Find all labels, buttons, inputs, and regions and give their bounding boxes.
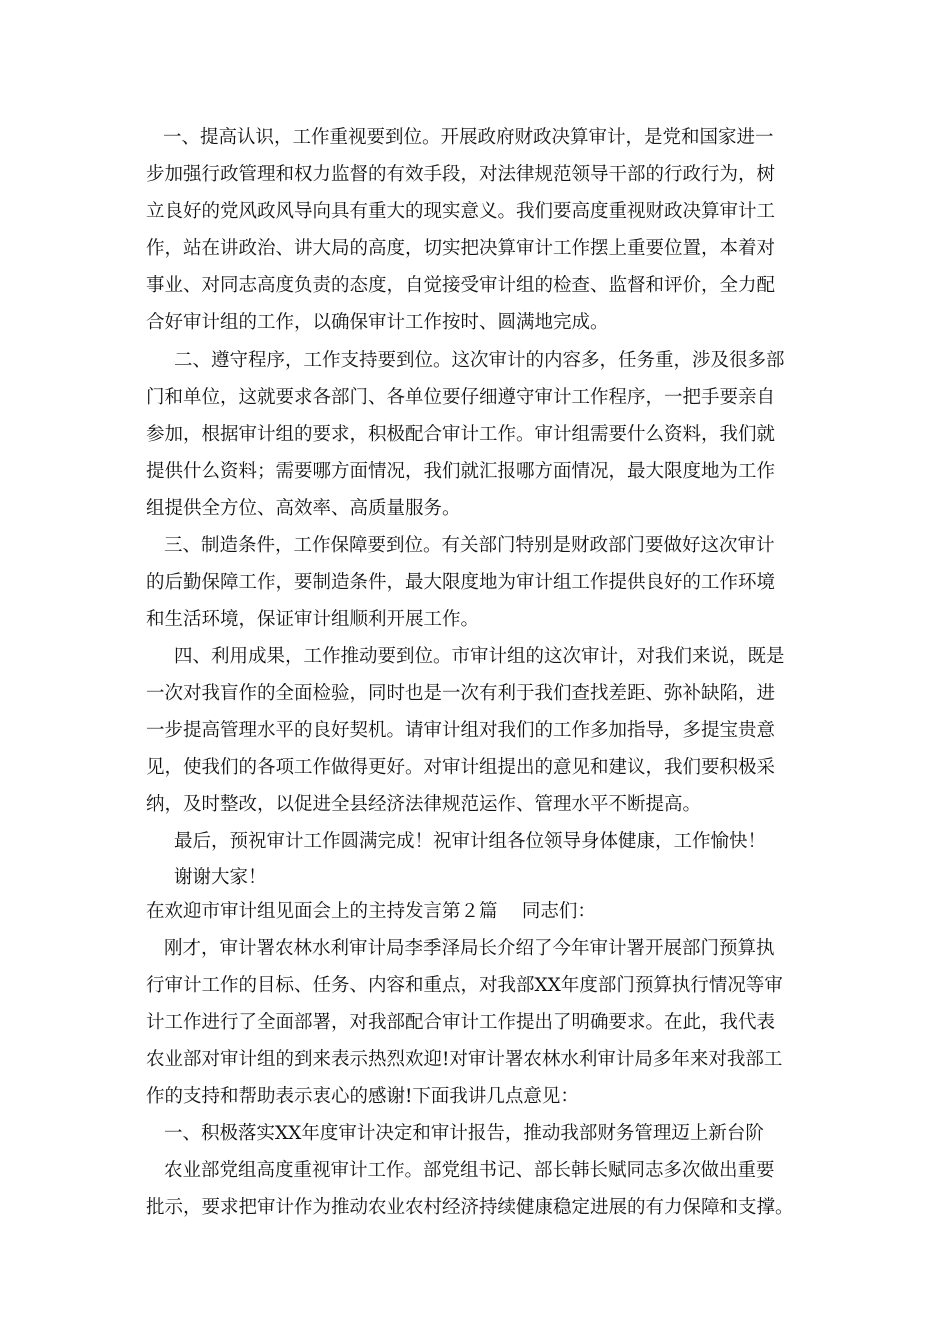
text-line: 门和单位，这就要求各部门、各单位要仔细遵守审计工作程序，一把手要亲自 xyxy=(146,387,776,408)
text-line: 组提供全方位、高效率、高质量服务。 xyxy=(146,498,461,519)
text-line: 三、制造条件，工作保障要到位。有关部门特别是财政部门要做好这次审计 xyxy=(164,535,775,556)
text-line: 谢谢大家！ xyxy=(174,867,267,888)
text-line: 纳，及时整改，以促进全县经济法律规范运作、管理水平不断提高。 xyxy=(146,794,702,815)
text-line: 提供什么资料；需要哪方面情况，我们就汇报哪方面情况，最大限度地为工作 xyxy=(146,461,776,482)
text-line: 立良好的党风政风导向具有重大的现实意义。我们要高度重视财政决算审计工 xyxy=(146,201,776,222)
text-line: 一次对我盲作的全面检验，同时也是一次有利于我们查找差距、弥补缺陷，进 xyxy=(146,683,776,704)
text-line: 农业部对审计组的到来表示热烈欢迎!对审计署农林水利审计局多年来对我部工 xyxy=(146,1049,783,1070)
text-line: 作，站在讲政治、讲大局的高度，切实把决算审计工作摆上重要位置，本着对 xyxy=(146,238,776,259)
text-line: 一步提高管理水平的良好契机。请审计组对我们的工作多加指导，多提宝贵意 xyxy=(146,720,776,741)
text-line: 行审计工作的目标、任务、内容和重点，对我部XX年度部门预算执行情况等审 xyxy=(146,975,783,996)
text-line: 最后，预祝审计工作圆满完成！祝审计组各位领导身体健康，工作愉快！ xyxy=(174,831,767,852)
text-line: 和生活环境，保证审计组顺利开展工作。 xyxy=(146,609,480,630)
text-line: 批示，要求把审计作为推动农业农村经济持续健康稳定进展的有力保障和支撑。 xyxy=(146,1197,794,1218)
text-line: 一、积极落实XX年度审计决定和审计报告，推动我部财务管理迈上新台阶 xyxy=(164,1123,764,1144)
text-line: 合好审计组的工作，以确保审计工作按时、圆满地完成。 xyxy=(146,312,609,333)
text-line: 计工作进行了全面部署，对我部配合审计工作提出了明确要求。在此，我代表 xyxy=(146,1012,776,1033)
text-line: 二、遵守程序，工作支持要到位。这次审计的内容多，任务重，涉及很多部 xyxy=(174,350,785,371)
text-line: 事业、对同志高度负责的态度，自觉接受审计组的检查、监督和评价，全力配 xyxy=(146,275,776,296)
text-line: 刚才，审计署农林水利审计局李季泽局长介绍了今年审计署开展部门预算执 xyxy=(164,938,775,959)
text-line: 步加强行政管理和权力监督的有效手段，对法律规范领导干部的行政行为，树 xyxy=(146,164,776,185)
text-line: 一、提高认识，工作重视要到位。开展政府财政决算审计，是党和国家进一 xyxy=(163,127,774,148)
section-heading: 在欢迎市审计组见面会上的主持发言第２篇 同志们： xyxy=(146,901,596,922)
text-line: 四、利用成果，工作推动要到位。市审计组的这次审计，对我们来说，既是 xyxy=(174,646,785,667)
text-line: 参加，根据审计组的要求，积极配合审计工作。审计组需要什么资料，我们就 xyxy=(146,424,776,445)
text-line: 的后勤保障工作，要制造条件，最大限度地为审计组工作提供良好的工作环境 xyxy=(146,572,776,593)
text-line: 见，使我们的各项工作做得更好。对审计组提出的意见和建议，我们要积极采 xyxy=(146,757,776,778)
text-line: 农业部党组高度重视审计工作。部党组书记、部长韩长赋同志多次做出重要 xyxy=(164,1160,775,1181)
text-line: 作的支持和帮助表示衷心的感谢!下面我讲几点意见： xyxy=(146,1086,579,1107)
